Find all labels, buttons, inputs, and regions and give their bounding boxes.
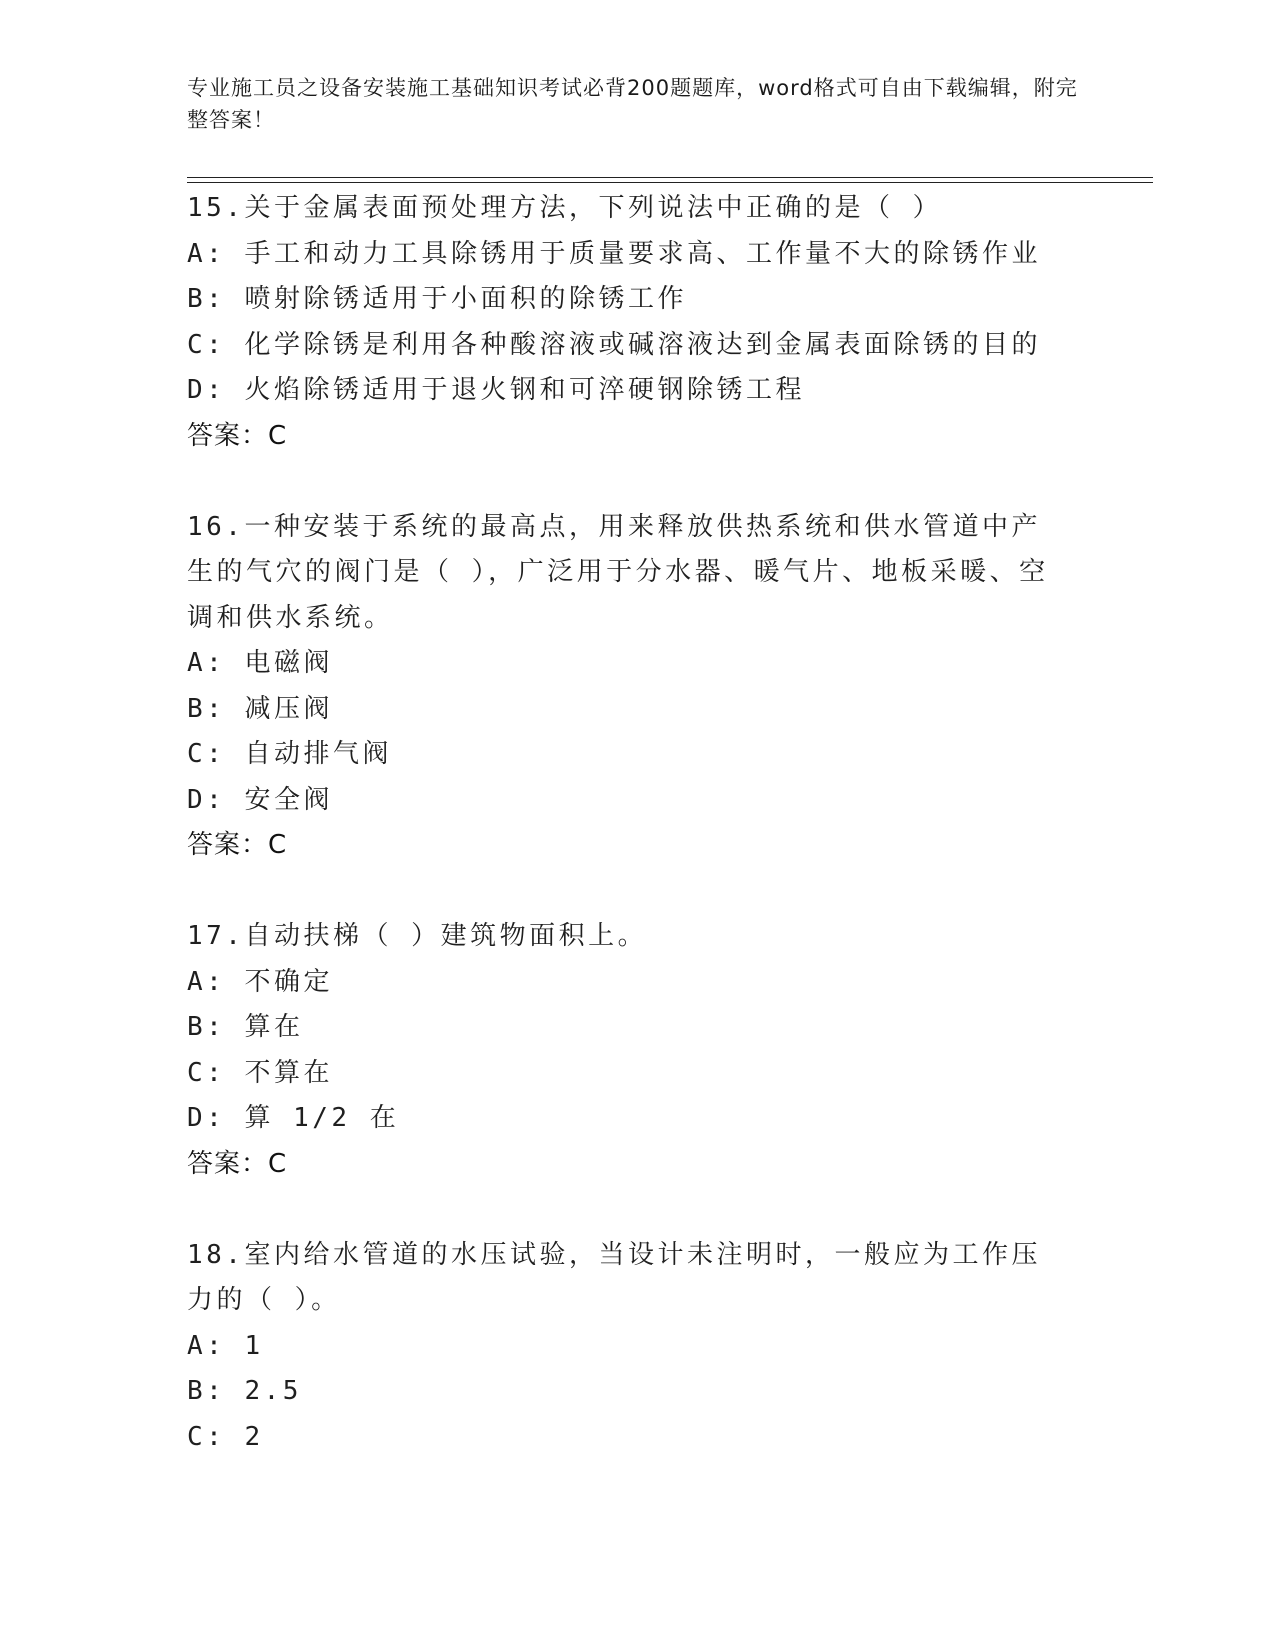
option-b: B: 2.5 <box>187 1376 302 1406</box>
header-rule-bottom <box>187 182 1153 183</box>
option-a: A: 不确定 <box>187 966 333 997</box>
question-16 <box>187 505 1087 869</box>
option-c: C: 自动排气阀 <box>187 739 392 769</box>
document-header: 专业施工员之设备安装施工基础知识考试必背200题题库，word格式可自由下载编辑，附完整答案！ <box>187 76 1078 132</box>
answer-line: 答案：C <box>187 830 288 860</box>
option-a: A: 1 <box>187 1330 264 1361</box>
question-stem: 16.一种安装于系统的最高点，用来释放供热系统和供水管道中产生的气穴的阀门是（ ），广泛用于分水器、暖气片、地板采暖、空调和供水系统。 <box>187 511 1049 633</box>
answer-line: 答案：C <box>187 420 288 451</box>
option-c: C: 不算在 <box>187 1057 333 1088</box>
question-stem: 17.自动扶梯（ ）建筑物面积上。 <box>187 921 648 951</box>
option-d: D: 火焰除锈适用于退火钢和可淬硬钢除锈工程 <box>187 375 805 405</box>
question-17 <box>187 914 1087 1187</box>
question-18 <box>187 1233 1087 1461</box>
question-15 <box>187 186 1087 459</box>
option-a: A: 电磁阀 <box>187 648 333 678</box>
option-d: D: 安全阀 <box>187 784 333 815</box>
option-d: D: 算 1/2 在 <box>187 1103 400 1133</box>
answer-line: 答案：C <box>187 1148 288 1179</box>
spacer <box>187 869 1087 915</box>
question-list <box>187 186 1087 1460</box>
question-stem: 18.室内给水管道的水压试验，当设计未注明时，一般应为工作压力的（ ）。 <box>187 1239 1041 1315</box>
spacer <box>187 1187 1087 1233</box>
option-c: C: 2 <box>187 1421 264 1452</box>
spacer <box>187 459 1087 505</box>
option-b: B: 算在 <box>187 1012 304 1042</box>
option-a: A: 手工和动力工具除锈用于质量要求高、工作量不大的除锈作业 <box>187 238 1041 269</box>
option-c: C: 化学除锈是利用各种酸溶液或碱溶液达到金属表面除锈的目的 <box>187 329 1041 360</box>
header-rule-top <box>187 177 1153 178</box>
option-b: B: 喷射除锈适用于小面积的除锈工作 <box>187 284 687 314</box>
option-b: B: 减压阀 <box>187 693 333 724</box>
question-stem: 15.关于金属表面预处理方法，下列说法中正确的是（ ） <box>187 193 943 223</box>
